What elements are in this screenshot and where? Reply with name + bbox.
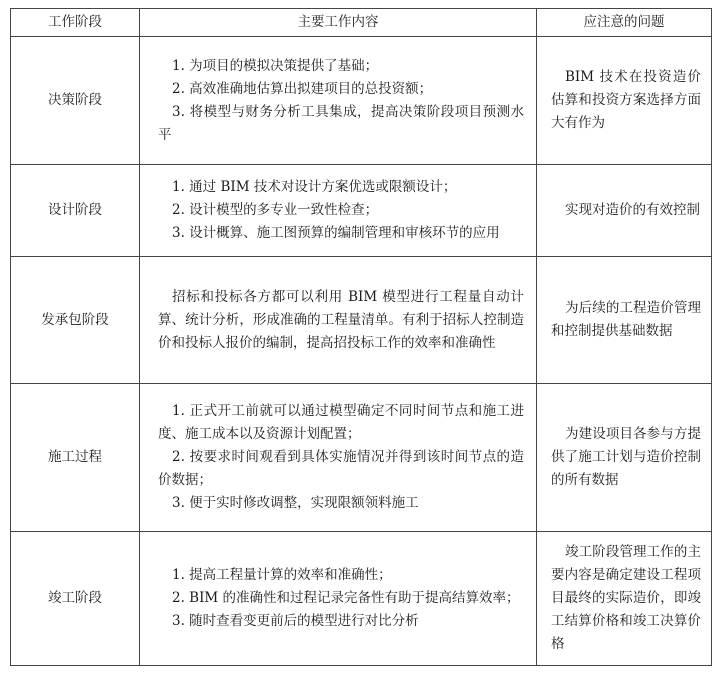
stage-cell: 设计阶段 (11, 165, 140, 257)
header-content: 主要工作内容 (140, 9, 537, 37)
note-cell (537, 532, 712, 666)
note-text: 为后续的工程造价管理和控制提供基础数据 (551, 300, 701, 339)
table-row (11, 165, 712, 257)
note-text: 实现对造价的有效控制 (565, 202, 700, 218)
table-row (11, 257, 712, 384)
stage-cell: 决策阶段 (11, 37, 140, 165)
content-item: 招标和投标各方都可以利用 BIM 模型进行工程量自动计算、统计分析，形成准确的工程量清单。有利于招标人控制造价和投标人报价的编制，提高招投标工作的效率和准确性 (158, 288, 524, 351)
header-row (11, 9, 712, 37)
content-item: 3. 将模型与财务分析工具集成，提高决策阶段项目预测水平 (158, 103, 524, 143)
stage-cell: 发承包阶段 (11, 257, 140, 384)
header-notes: 应注意的问题 (537, 9, 712, 37)
content-item: 2. 按要求时间观看到具体实施情况并得到该时间节点的造价数据； (158, 449, 524, 488)
content-item: 2. 设计模型的多专业一致性检查； (172, 202, 379, 218)
note-cell (537, 165, 712, 257)
bim-cost-table (10, 8, 712, 666)
content-cell (140, 257, 537, 384)
stage-cell: 施工过程 (11, 384, 140, 532)
content-item: 3. 随时查看变更前后的模型进行对比分析 (172, 613, 419, 629)
content-item: 1. 为项目的模拟决策提供了基础； (172, 57, 379, 74)
table-row (11, 37, 712, 165)
note-text: BIM 技术在投资造价估算和投资方案选择方面大有作为 (551, 69, 701, 131)
stage-cell: 竣工阶段 (11, 532, 140, 666)
content-item: 1. 通过 BIM 技术对设计方案优选或限额设计； (172, 179, 457, 195)
table-row (11, 384, 712, 532)
content-item: 2. BIM 的准确性和过程记录完备性有助于提高结算效率； (172, 590, 520, 606)
content-item: 1. 提高工程量计算的效率和准确性； (172, 567, 392, 583)
header-stage: 工作阶段 (11, 9, 140, 37)
note-cell (537, 257, 712, 384)
content-item: 2. 高效准确地估算出拟建项目的总投资额； (172, 80, 433, 97)
content-cell (140, 532, 537, 666)
note-cell (537, 384, 712, 532)
content-cell (140, 384, 537, 532)
note-cell (537, 37, 712, 165)
content-item: 1. 正式开工前就可以通过模型确定不同时间节点和施工进度、施工成本以及资源计划配置； (158, 403, 524, 442)
content-cell (140, 37, 537, 165)
note-text: 竣工阶段管理工作的主要内容是确定建设工程项目最终的实际造价，即竣工结算价格和竣工决算价格 (551, 544, 701, 652)
table-row (11, 532, 712, 666)
content-item: 3. 便于实时修改调整，实现限额领料施工 (172, 495, 419, 511)
content-cell (140, 165, 537, 257)
note-text: 为建设项目各参与方提供了施工计划与造价控制的所有数据 (551, 426, 701, 488)
content-item: 3. 设计概算、施工图预算的编制管理和审核环节的应用 (172, 225, 500, 241)
